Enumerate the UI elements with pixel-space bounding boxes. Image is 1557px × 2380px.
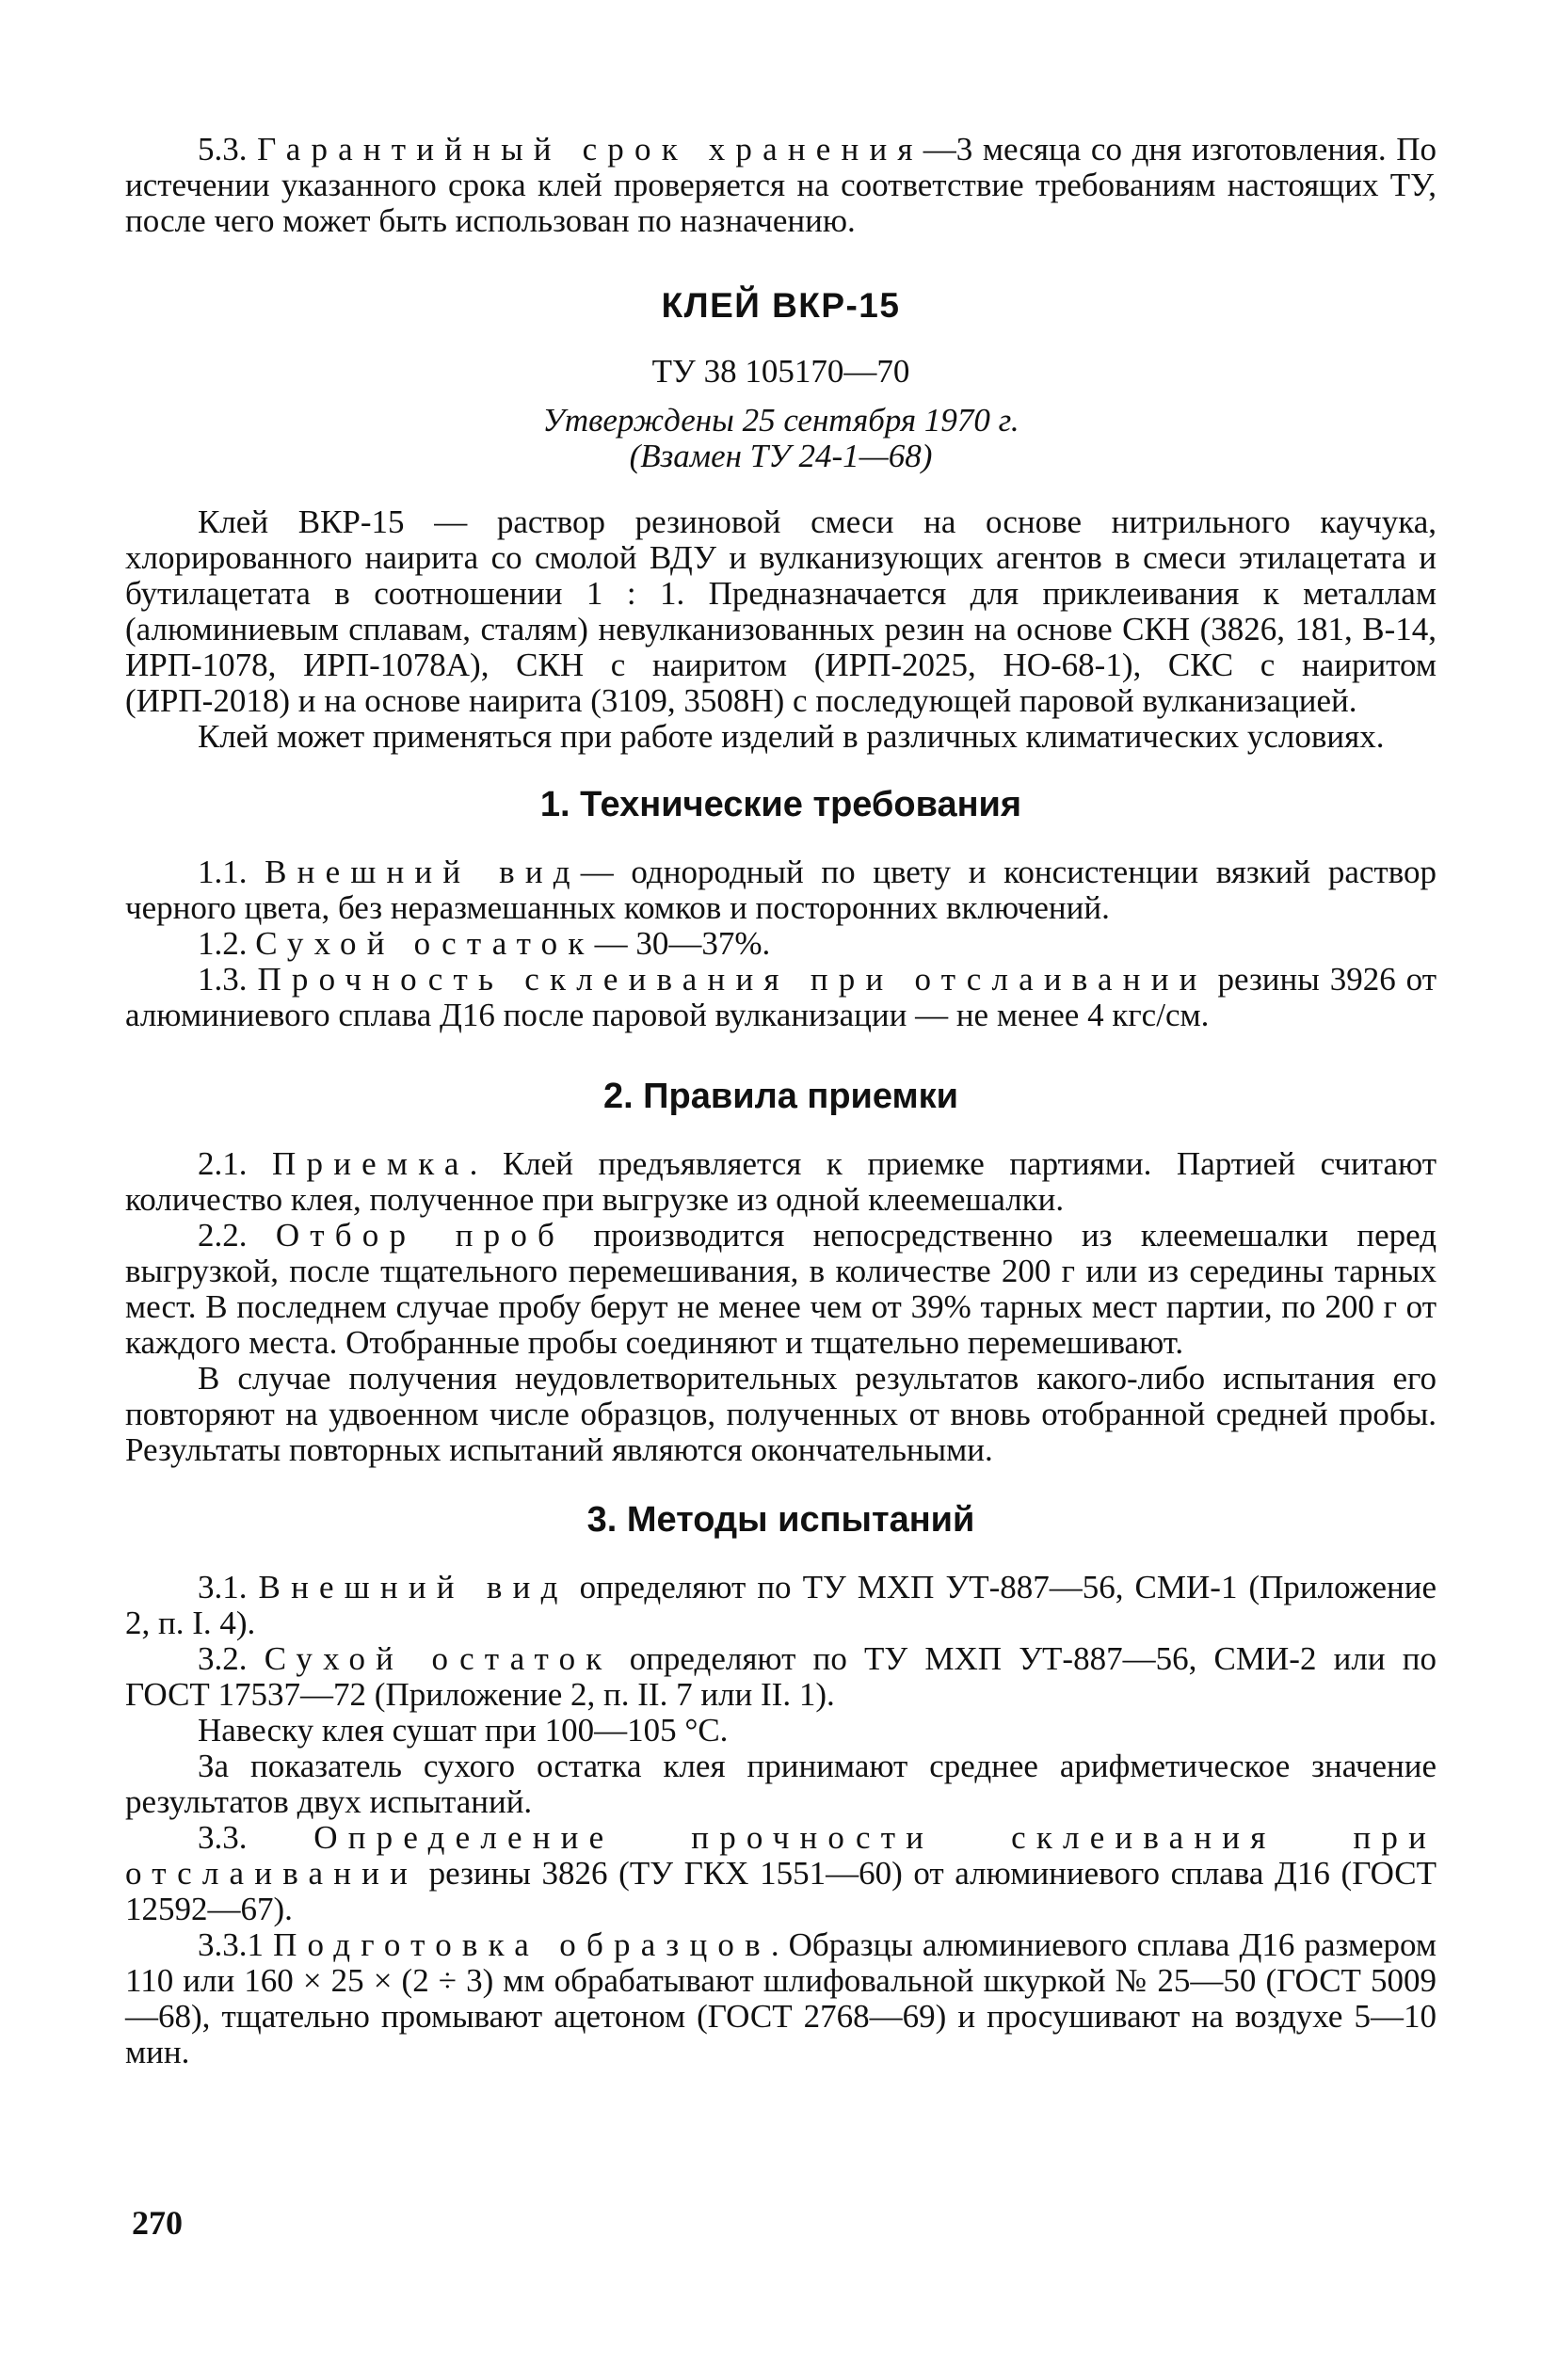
paragraph-1-1 (125, 855, 1437, 926)
paragraph-text: резины 3926 от алюминиевого сплава Д16 после паровой вулканизации — не менее 4 кгс/см. (125, 961, 1437, 1033)
item-number: 2.2. (198, 1217, 248, 1254)
paragraph-3-1 (125, 1570, 1437, 1641)
paragraph-3-2 (125, 1641, 1437, 1713)
paragraph-1-3 (125, 962, 1437, 1033)
section-heading: 1. Технические требования (539, 785, 1022, 824)
paragraph-text: — 30—37%. (594, 925, 771, 962)
paragraph-2-1 (125, 1146, 1437, 1218)
item-number: 3.3. (198, 1819, 248, 1856)
paragraph-text: резины 3826 (ТУ ГКХ 1551—60) от алюминиевого сплава Д16 (ГОСТ 12592—67). (125, 1855, 1437, 1927)
paragraph-text: —3 месяца со дня изготовления. По истечении указанного срока клей проверяется на соответствие требованиям настоящих ТУ, после чего может быть использован по назначению. (125, 131, 1437, 239)
paragraph-5-3 (125, 132, 1437, 239)
paragraph-drying: Навеску клея сушат при 100—105 °С. (198, 1712, 729, 1749)
spaced-term: Гарантийный срок хранения (257, 131, 923, 168)
spaced-term: Определение прочности склеивания при отслаивании (125, 1819, 1437, 1892)
item-number: 3.1. (198, 1569, 248, 1605)
paragraph-1-2 (125, 926, 1437, 962)
tu-number: ТУ 38 105170—70 (651, 353, 910, 390)
item-number: 5.3. (198, 131, 248, 168)
spaced-term: Внешний вид (265, 854, 581, 890)
section-heading: 2. Правила приемки (602, 1077, 959, 1116)
spaced-term: Внешний вид (258, 1569, 569, 1605)
paragraph-text: определяют по ТУ МХП УТ-887—56, СМИ-2 или по ГОСТ 17537—72 (Приложение 2, п. II. 7 или II. 1). (125, 1640, 1437, 1713)
spaced-term: Прочность склеивания при отслаивании (257, 961, 1208, 998)
paragraph-text: . Образцы алюминиевого сплава Д16 размером 110 или 160 × 25 × (2 ÷ 3) мм обрабатывают шлифовальной шкуркой № 25—50 (ГОСТ 5009—68), тщательно промывают ацетоном (ГОСТ 2768—69) и просушивают на воздухе 5—10 мин. (125, 1926, 1437, 2070)
item-number: 3.2. (198, 1640, 248, 1677)
paragraph-text: определяют по ТУ МХП УТ-887—56, СМИ-1 (Приложение 2, п. I. 4). (125, 1569, 1437, 1641)
spaced-term: Сухой остаток (255, 925, 595, 962)
paragraph-text: . Клей предъявляется к приемке партиями. Партией считают количество клея, полученное при выгрузке из одной клеемешалки. (125, 1145, 1437, 1218)
section-heading: 3. Методы испытаний (586, 1500, 975, 1540)
item-number: 2.1. (198, 1145, 248, 1182)
paragraph-3-3-1 (125, 1927, 1437, 2070)
spaced-term: Отбор проб (275, 1217, 566, 1254)
replaces-note: (Взамен ТУ 24-1—68) (629, 438, 933, 474)
intro-paragraph: Клей ВКР-15 — раствор резиновой смеси на основе нитрильного каучука, хлорированного наирита со смолой ВДУ и вулканизующих агентов в смеси этилацетата и бутилацетата в соотношении 1 : 1. Предназначается для приклеивания к металлам (алюминиевым сплавам, сталям) невулканизованных резин на основе СКН (3826, 181, В-14, ИРП-1078, ИРП-1078А), СКН с наиритом (ИРП-2025, НО-68-1), СКС с наиритом (ИРП-2018) и на основе наирита (3109, 3508Н) с последующей паровой вулканизацией. (125, 503, 1437, 719)
paragraph-2-extra: В случае получения неудовлетворительных результатов какого-либо испытания его повторяют на удвоенном числе образцов, полученных от вновь отобранной средней пробы. Результаты повторных испытаний являются окончательными. (125, 1360, 1437, 1468)
item-number: 1.3. (198, 961, 248, 998)
spaced-term: Подготовка образцов (273, 1926, 771, 1963)
paragraph-average: За показатель сухого остатка клея принимают среднее арифметическое значение результатов двух испытаний. (125, 1748, 1437, 1820)
paragraph-text: — однородный по цвету и консистенции вязкий раствор черного цвета, без неразмешанных комков и посторонних включений. (125, 854, 1437, 926)
item-number: 3.3.1 (198, 1926, 264, 1963)
paragraph-text: производится непосредственно из клеемешалки перед выгрузкой, после тщательного перемешивания, в количестве 200 г или из середины тарных мест. В последнем случае пробу берут не менее чем от 39% тарных мест партии, по 200 г от каждого места. Отобранные пробы соединяют и тщательно перемешивают. (125, 1217, 1437, 1361)
paragraph-2-2 (125, 1218, 1437, 1361)
intro-paragraph: Клей может применяться при работе изделий в различных климатических условиях. (198, 718, 1385, 755)
spaced-term: Сухой остаток (264, 1640, 613, 1677)
approval-date: Утверждены 25 сентября 1970 г. (542, 402, 1019, 439)
item-number: 1.1. (198, 854, 248, 890)
page-number: 270 (132, 2204, 183, 2242)
item-number: 1.2. (198, 925, 248, 962)
paragraph-3-3 (125, 1820, 1437, 1927)
document-title: КЛЕЙ ВКР-15 (661, 286, 901, 325)
spaced-term: Приемка (272, 1145, 470, 1182)
